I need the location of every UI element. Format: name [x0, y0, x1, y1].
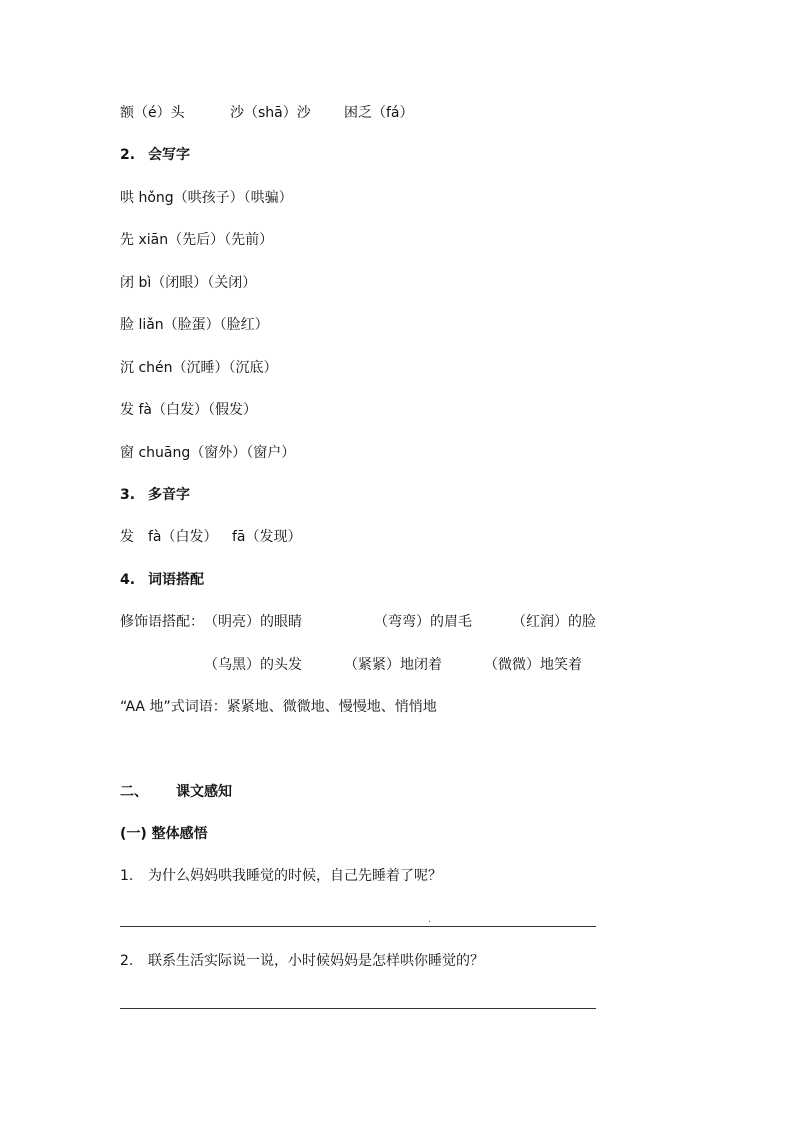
- polyphone-char: 发: [120, 529, 134, 545]
- collocation-item: （乌黑）的头发: [204, 657, 302, 673]
- question-2-text: 联系生活实际说一说，小时候妈妈是怎样哄你睡觉的？: [148, 953, 484, 969]
- collocation-label: 修饰语搭配：: [120, 614, 204, 630]
- collocation-item: （明亮）的眼睛: [204, 614, 302, 630]
- writing-item: 发 fà（白发）（假发）: [120, 402, 257, 418]
- section2-subheading: (一) 整体感悟: [120, 826, 208, 842]
- question-2-num: 2.: [120, 953, 134, 969]
- writing-item: 先 xiān（先后）（先前）: [120, 232, 274, 248]
- question-1-text: 为什么妈妈哄我睡觉的时候，自己先睡着了呢？: [148, 868, 442, 884]
- collocation-heading: 词语搭配: [148, 572, 204, 588]
- writing-item: 脸 liǎn（脸蛋）（脸红）: [120, 317, 269, 333]
- writing-item: 窗 chuāng（窗外）（窗户）: [120, 445, 296, 461]
- answer-line-2[interactable]: [120, 1008, 596, 1009]
- collocation-heading-num: 4.: [120, 572, 136, 588]
- section2-heading: 课文感知: [176, 784, 232, 800]
- polyphone-heading: 多音字: [148, 487, 190, 503]
- collocation-item: （弯弯）的眉毛: [374, 614, 472, 630]
- writing-item: 闭 bì（闭眼）（关闭）: [120, 275, 257, 291]
- decorative-dot: ·: [428, 917, 432, 928]
- writing-item: 沉 chén（沉睡）（沉底）: [120, 360, 278, 376]
- answer-line-1[interactable]: [120, 926, 596, 927]
- polyphone-heading-num: 3.: [120, 487, 136, 503]
- writing-heading: 会写字: [148, 147, 190, 163]
- collocation-item: （微微）地笑着: [484, 657, 582, 673]
- question-1-num: 1.: [120, 868, 134, 884]
- pron-item-2: 沙（shā）沙: [230, 105, 311, 121]
- polyphone-reading-1: fà（白发）: [148, 529, 218, 545]
- collocation-item: （紧紧）地闭着: [344, 657, 442, 673]
- polyphone-reading-2: fā（发现）: [232, 529, 302, 545]
- pron-item-3: 困乏（fá）: [344, 105, 414, 121]
- collocation-item: （红润）的脸: [512, 614, 596, 630]
- writing-heading-num: 2.: [120, 147, 136, 163]
- section2-heading-num: 二、: [120, 784, 148, 800]
- pron-item-1: 额（é）头: [120, 105, 185, 121]
- writing-item: 哄 hǒng（哄孩子）（哄骗）: [120, 190, 293, 206]
- aa-words-line: “AA 地”式词语：紧紧地、微微地、慢慢地、悄悄地: [120, 699, 437, 715]
